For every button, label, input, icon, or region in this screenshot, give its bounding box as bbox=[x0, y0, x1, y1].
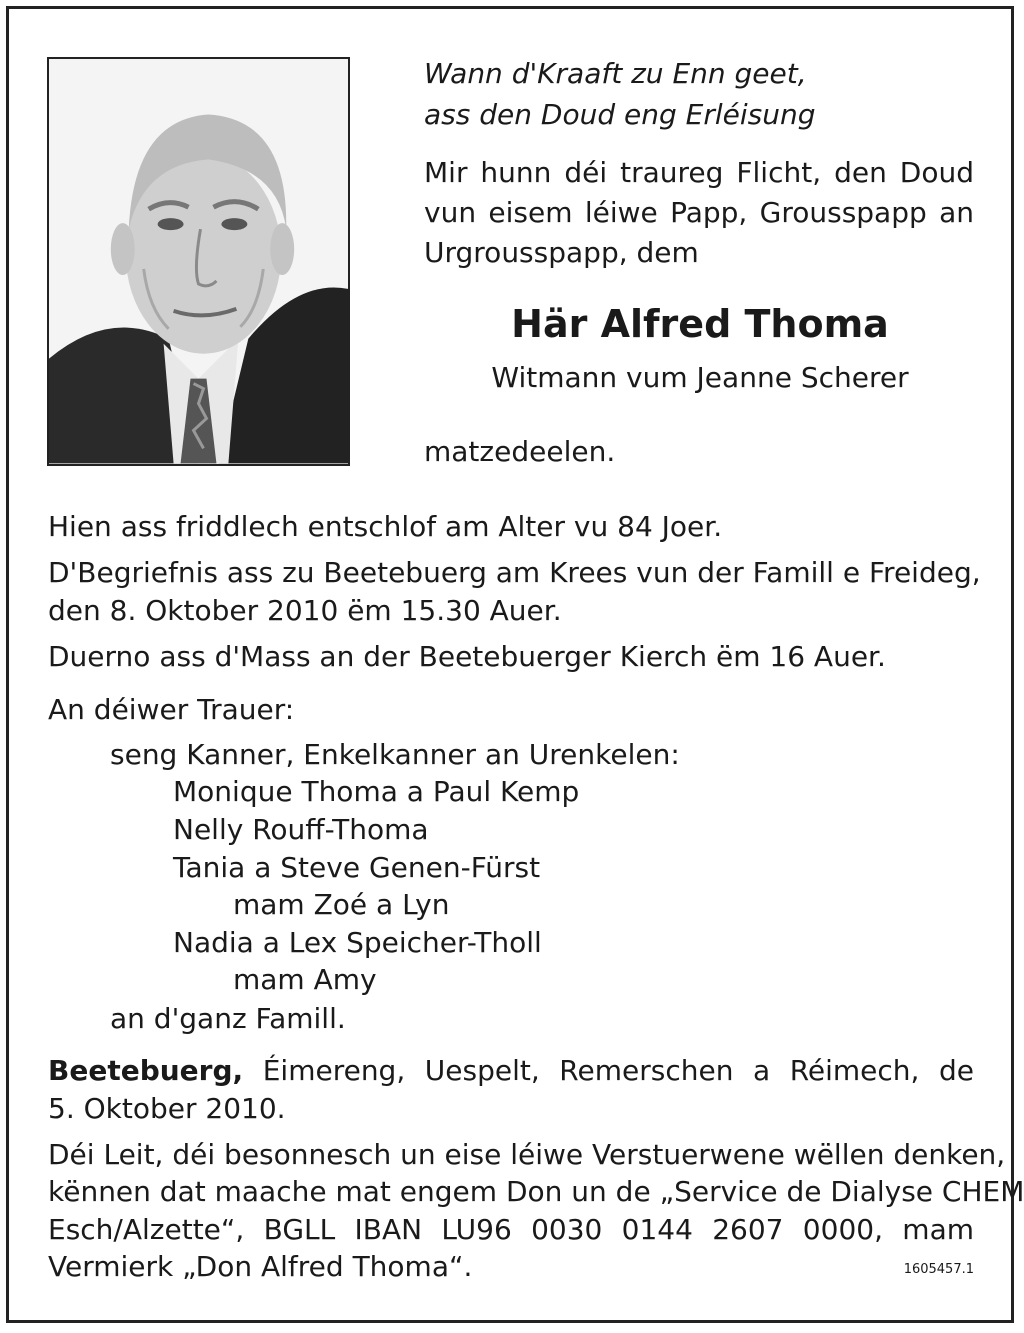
mourner-line: mam Zoé a Lyn bbox=[233, 888, 450, 921]
mourner-line: mam Amy bbox=[233, 963, 377, 996]
mourner-line: an d'ganz Famill. bbox=[110, 1002, 346, 1035]
mourners-heading: An déiwer Trauer: bbox=[48, 693, 295, 726]
place-name: Beetebuerg, bbox=[48, 1054, 244, 1087]
mourner-line: Monique Thoma a Paul Kemp bbox=[173, 775, 580, 808]
portrait-photo bbox=[47, 57, 350, 466]
mass-text: Duerno ass d'Mass an der Beetebuerger Kierch ëm 16 Auer. bbox=[48, 640, 886, 673]
donation-line-2: kënnen dat maache mat engem Don un de „Service de Dialyse CHEM bbox=[48, 1175, 1024, 1208]
deceased-name: Här Alfred Thoma bbox=[511, 302, 889, 346]
intro-line-3: Urgrousspapp, dem bbox=[424, 236, 699, 269]
donation-line-3: Esch/Alzette“, BGLL IBAN LU96 0030 0144 2607 0000, mam bbox=[48, 1213, 974, 1246]
share-word: matzedeelen. bbox=[424, 435, 616, 468]
deceased-subtitle: Witmann vum Jeanne Scherer bbox=[491, 361, 909, 394]
motto-line-1: Wann d'Kraaft zu Enn geet, bbox=[424, 57, 807, 90]
mourner-line: seng Kanner, Enkelkanner an Urenkelen: bbox=[110, 738, 680, 771]
passing-text: Hien ass friddlech entschlof am Alter vu 84 Joer. bbox=[48, 510, 723, 543]
motto-line-2: ass den Doud eng Erléisung bbox=[424, 98, 816, 131]
mourner-line: Nadia a Lex Speicher-Tholl bbox=[173, 926, 542, 959]
mourner-line: Tania a Steve Genen-Fürst bbox=[173, 851, 541, 884]
place-rest: Éimereng, Uespelt, Remerschen a Réimech, de bbox=[262, 1054, 975, 1087]
intro-line-1: Mir hunn déi traureg Flicht, den Doud bbox=[424, 156, 974, 189]
funeral-line-2: den 8. Oktober 2010 ëm 15.30 Auer. bbox=[48, 594, 562, 627]
funeral-line-1: D'Begriefnis ass zu Beetebuerg am Krees vun der Famill e Freideg, bbox=[48, 556, 981, 589]
place-line-1 bbox=[48, 1054, 974, 1088]
intro-line-2: vun eisem léiwe Papp, Grousspapp an bbox=[424, 196, 974, 229]
donation-line-4: Vermierk „Don Alfred Thoma“. bbox=[48, 1250, 473, 1283]
date-line: 5. Oktober 2010. bbox=[48, 1092, 286, 1125]
reference-number: 1605457.1 bbox=[903, 1262, 974, 1277]
donation-line-1: Déi Leit, déi besonnesch un eise léiwe Verstuerwene wëllen denken, bbox=[48, 1138, 1006, 1171]
mourner-line: Nelly Rouff-Thoma bbox=[173, 813, 429, 846]
